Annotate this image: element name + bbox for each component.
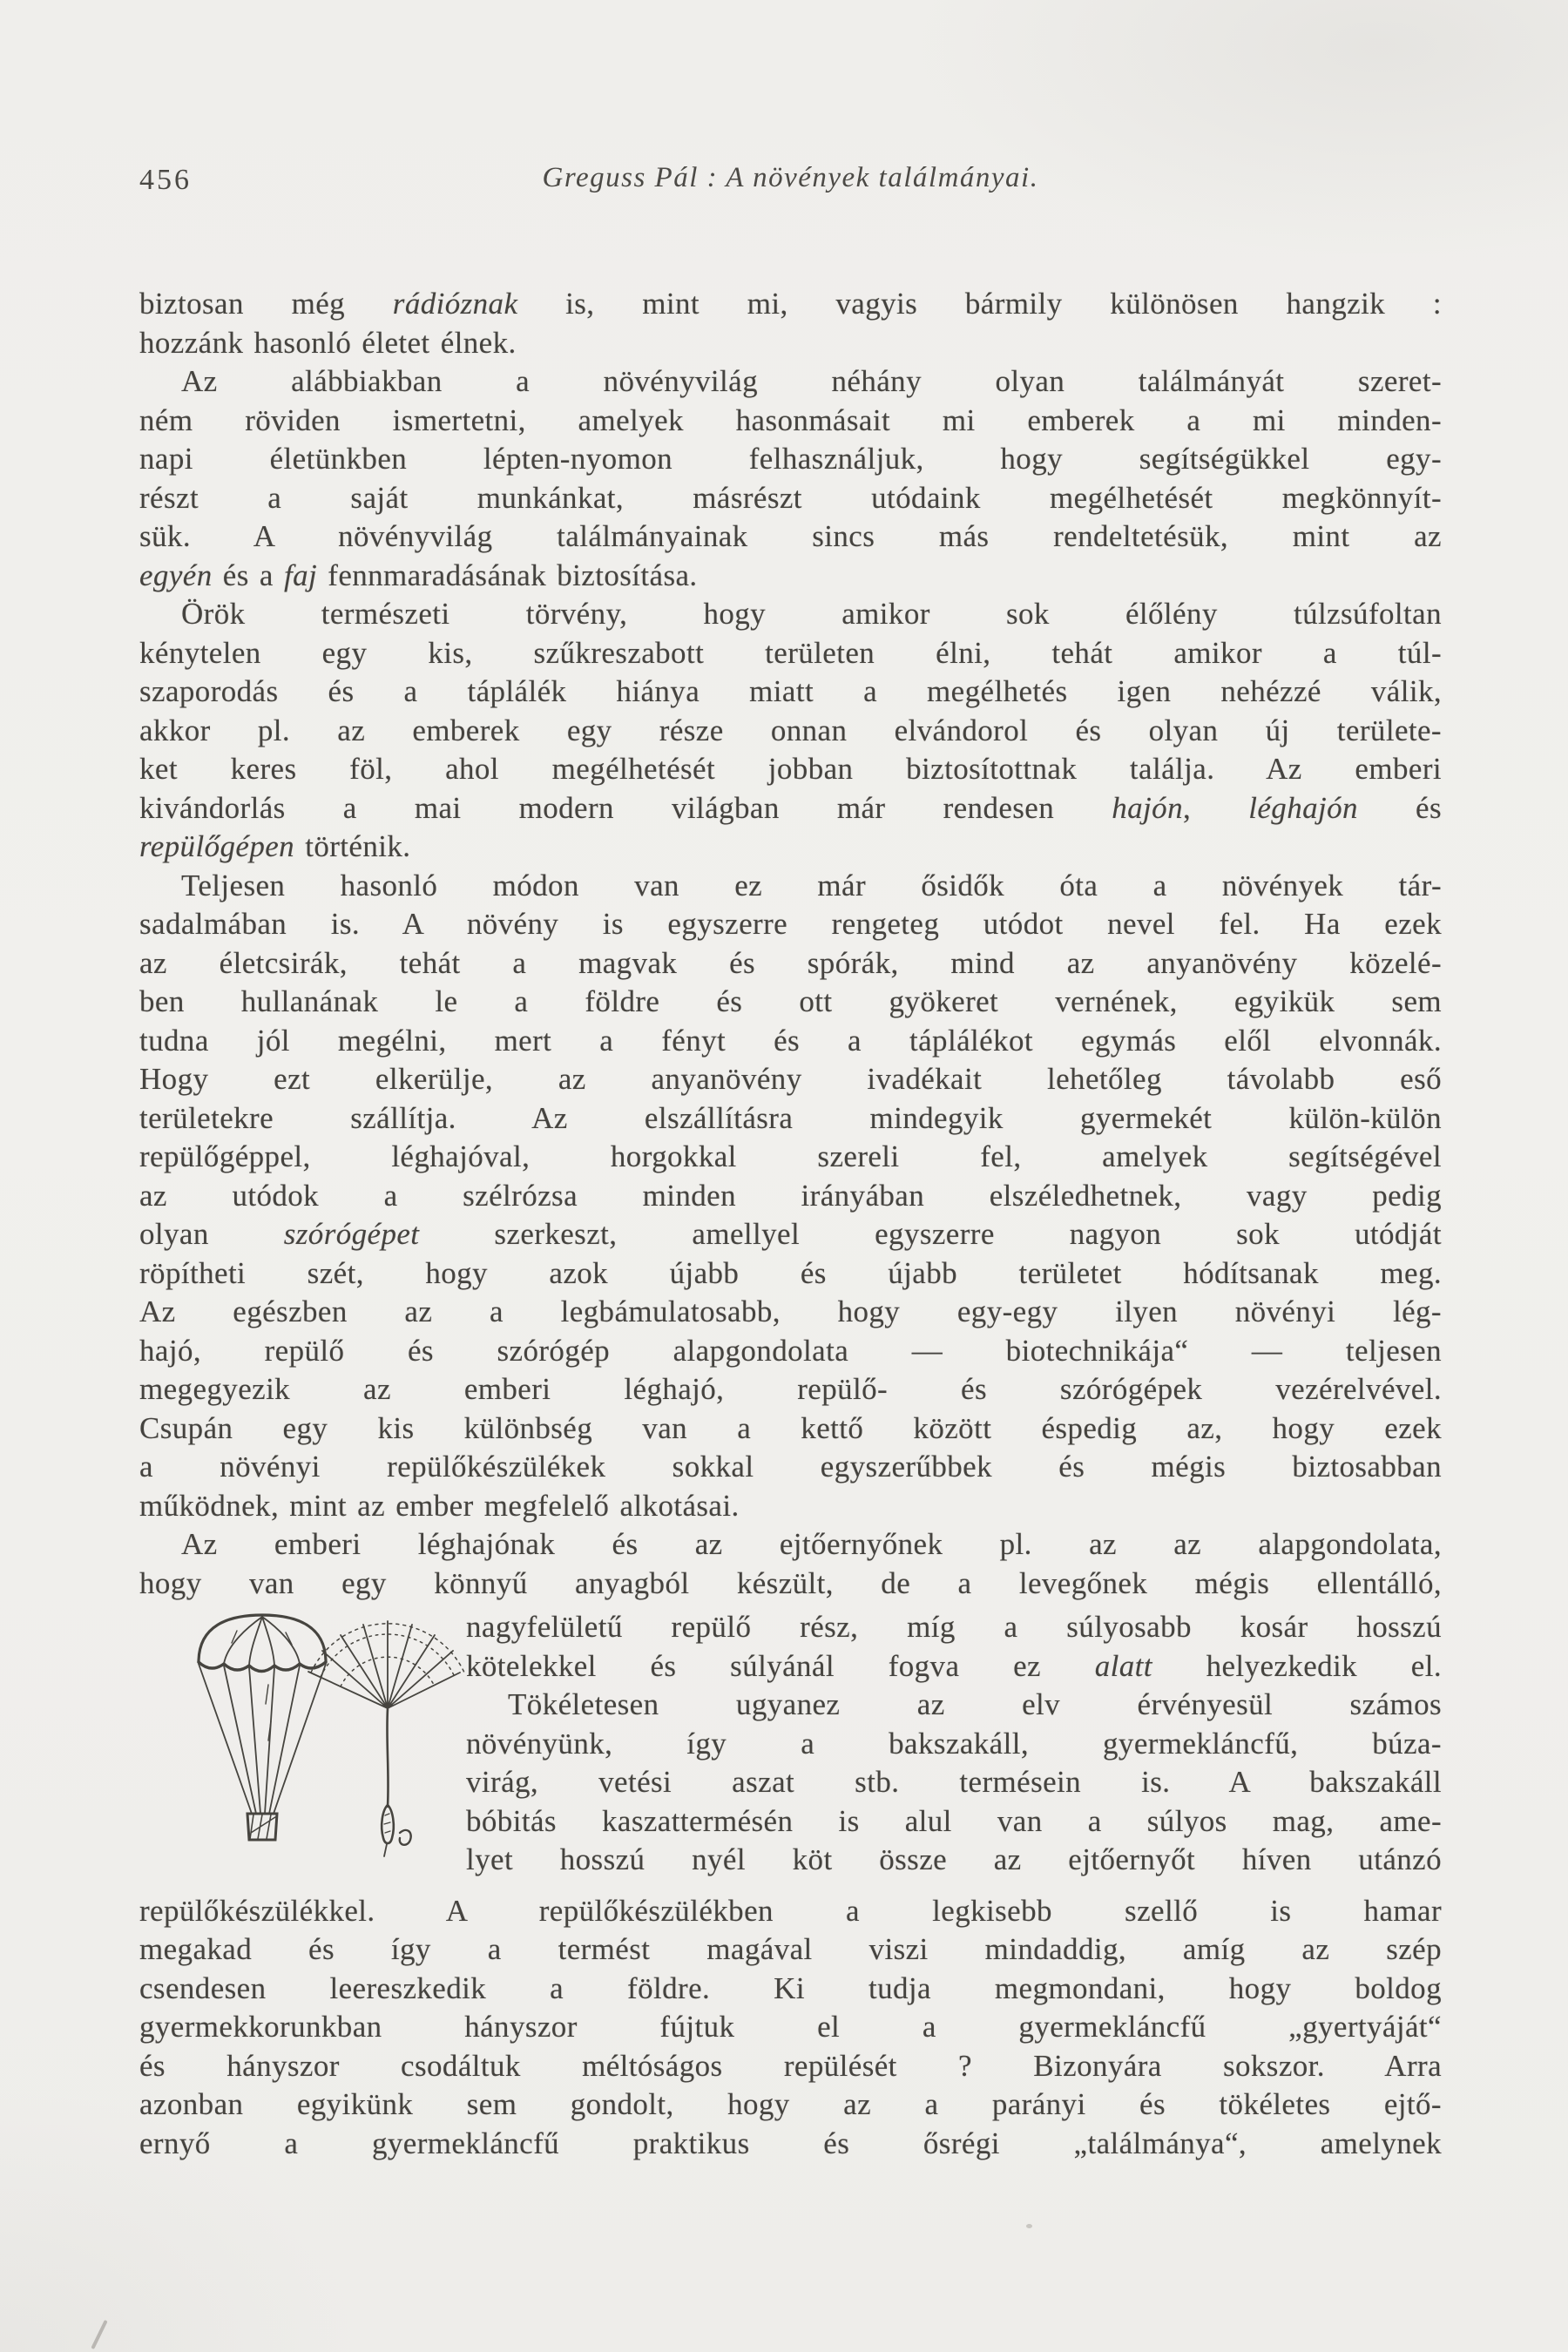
text-line: megegyezik az emberi léghajó, repülő- és szórógépek vezérelvével. (139, 1372, 1442, 1406)
text-line: repülőgéppel, léghajóval, horgokkal szereli fel, amelyek segítségével (139, 1139, 1442, 1173)
text-line: repülőkészülékkel. A repülőkészülékben a legkisebb szellő is hamar (139, 1893, 1442, 1928)
text-line: kénytelen egy kis, szűkreszabott területen élni, tehát amikor a túl- (139, 635, 1442, 670)
text-line: az életcsirák, tehát a magvak és spórák, mind az anyanövény közelé- (139, 945, 1442, 980)
parachute-dandelion-figure (139, 1608, 466, 1879)
text-line: Örök természeti törvény, hogy amikor sok élőlény túlzsúfoltan (181, 597, 1442, 631)
text-line: működnek, mint az ember megfelelő alkotásai. (139, 1488, 740, 1523)
text-line: kötelekkel és súlyánál fogva ez alatt helyezkedik el. (466, 1648, 1442, 1683)
text-line: napi életünkben lépten-nyomon felhasználjuk, hogy segítségükkel egy- (139, 442, 1442, 476)
page-number: 456 (139, 164, 192, 196)
text-line: hajó, repülő és szórógép alapgondolata — biotechnikája“ — teljesen (139, 1333, 1442, 1368)
text-line: csendesen leereszkedik a földre. Ki tudja megmondani, hogy boldog (139, 1970, 1442, 2005)
text-line: Tökéletesen ugyanez az elv érvényesül számos (508, 1687, 1442, 1721)
text-line: hogy van egy könnyű anyagból készült, de a levegőnek mégis ellentálló, (139, 1565, 1442, 1600)
text-line: repülőgépen történik. (139, 829, 411, 863)
text-line: a növényi repülőkészülékek sokkal egyszerűbbek és mégis biztosabban (139, 1450, 1442, 1484)
text-line: nagyfelületű repülő rész, míg a súlyosabb kosár hosszú (466, 1610, 1442, 1644)
text-line: megakad és így a termést magával viszi mindaddig, amíg az szép (139, 1932, 1442, 1966)
text-block-beside-figure (466, 1608, 1442, 1880)
text-line: biztosan még rádióznak is, mint mi, vagyis bármily különösen hangzik : (139, 287, 1442, 321)
text-block-lower (139, 1892, 1442, 2164)
figure-row (139, 1608, 1442, 1880)
text-line: bóbitás kaszattermésén is alul van a súlyos mag, ame- (466, 1803, 1442, 1838)
text-line: Csupán egy kis különbség van a kettő között éspedig az, hogy ezek (139, 1410, 1442, 1445)
page-header (139, 162, 1442, 202)
text-line: az utódok a szélrózsa minden irányában elszéledhetnek, vagy pedig (139, 1178, 1442, 1213)
text-line: ném röviden ismertetni, amelyek hasonmásait mi emberek a mi minden- (139, 402, 1442, 437)
dandelion-seed-drawing (308, 1621, 464, 1856)
text-line: részt a saját munkánkat, másrészt utódaink megélhetését megkönnyít- (139, 480, 1442, 515)
text-line: gyermekkorunkban hányszor fújtuk el a gyermekláncfű „gyertyáját“ (139, 2010, 1442, 2044)
text-line: ket keres föl, ahol megélhetését jobban biztosítottnak találja. Az emberi (139, 752, 1442, 786)
text-line: lyet hosszú nyél köt össze az ejtőernyőt híven utánzó (466, 1842, 1442, 1876)
text-line: egyén és a faj fennmaradásának biztosítása. (139, 558, 698, 592)
text-line: Hogy ezt elkerülje, az anyanövény ivadékait lehetőleg távolabb eső (139, 1062, 1442, 1096)
text-line: Az emberi léghajónak és az ejtőernyőnek pl. az az alapgondolata, (181, 1527, 1442, 1561)
text-line: ben hullanának le a földre és ott gyökeret vernének, egyikük sem (139, 984, 1442, 1018)
body-text (139, 285, 1442, 2163)
text-line: azonban egyikünk sem gondolt, hogy az a parányi és tökéletes ejtő- (139, 2087, 1442, 2121)
text-line: és hányszor csodáltuk méltóságos repülését ? Bizonyára sokszor. Arra (139, 2048, 1442, 2083)
parachute-drawing (199, 1615, 326, 1840)
figure-drawing (139, 1608, 466, 1879)
text-line: területekre szállítja. Az elszállításra mindegyik gyermekét külön-külön (139, 1100, 1442, 1135)
scan-scratch-mark (91, 2320, 107, 2349)
text-line: Az egészben az a legbámulatosabb, hogy egy-egy ilyen növényi lég- (139, 1294, 1442, 1328)
text-block-upper (139, 285, 1442, 1603)
text-line: kivándorlás a mai modern világban már rendesen hajón, léghajón és (139, 790, 1442, 825)
text-line: sük. A növényvilág találmányainak sincs más rendeltetésük, mint az (139, 519, 1442, 553)
running-title: Greguss Pál : A növények találmányai. (542, 162, 1039, 193)
text-line: tudna jól megélni, mert a fényt és a táplálékot egymás elől elvonnák. (139, 1023, 1442, 1058)
text-line: sadalmában is. A növény is egyszerre rengeteg utódot nevel fel. Ha ezek (139, 907, 1442, 941)
text-line: Az alábbiakban a növényvilág néhány olyan találmányát szeret- (181, 364, 1442, 398)
text-line: röpítheti szét, hogy azok újabb és újabb területet hódítsanak meg. (139, 1255, 1442, 1290)
text-line: szaporodás és a táplálék hiánya miatt a megélhetés igen nehézzé válik, (139, 674, 1442, 708)
text-line: Teljesen hasonló módon van ez már ősidők óta a növények tár- (181, 868, 1442, 902)
text-line: ernyő a gyermekláncfű praktikus és ősrégi „találmánya“, amelynek (139, 2126, 1442, 2160)
scan-speck (1026, 2224, 1032, 2228)
text-line: virág, vetési aszat stb. termésein is. A bakszakáll (466, 1765, 1442, 1799)
text-line: akkor pl. az emberek egy része onnan elvándorol és olyan új területe- (139, 713, 1442, 747)
text-line: növényünk, így a bakszakáll, gyermekláncfű, búza- (466, 1726, 1442, 1761)
text-line: hozzánk hasonló életet élnek. (139, 325, 517, 360)
text-line: olyan szórógépet szerkeszt, amellyel egyszerre nagyon sok utódját (139, 1217, 1442, 1251)
